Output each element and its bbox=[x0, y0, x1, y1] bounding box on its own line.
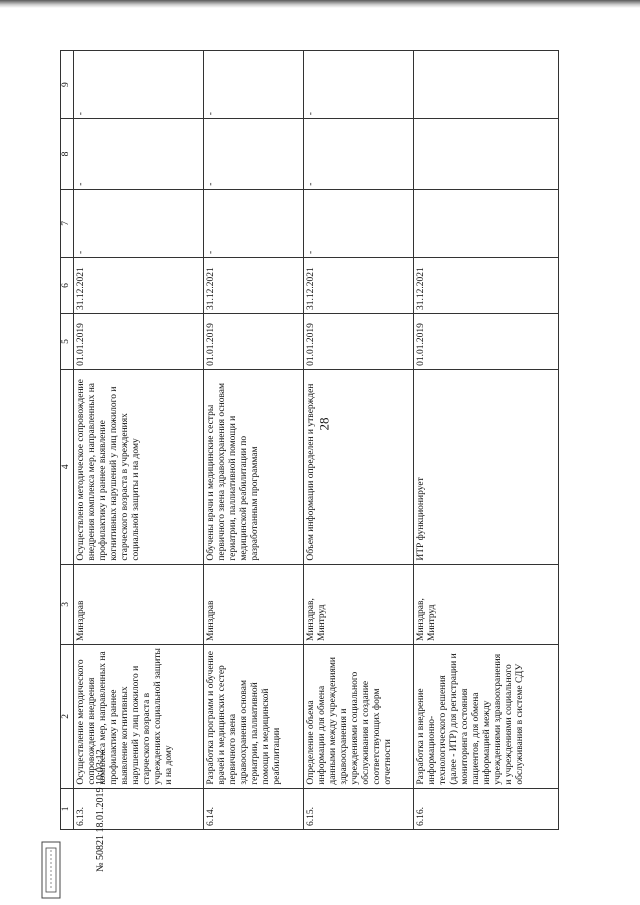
start-date-cell: 01.01.2019 bbox=[74, 313, 204, 369]
table-row bbox=[204, 51, 304, 830]
action-cell: Разработка и внедрение информационно-технологического решения (далее - ИТР) для регистрации и мониторинга состояния пациентов, для обмена информацией между учреждениями здравоохранения и учреждениями социального обслуживания в системе СДУ bbox=[414, 645, 559, 789]
executor-cell: Минздрав, Минтруд bbox=[304, 564, 414, 644]
col-header-7: 7 bbox=[61, 189, 74, 257]
start-date-cell: 01.01.2019 bbox=[414, 313, 559, 369]
executor-cell: Минздрав bbox=[74, 564, 204, 644]
end-date-cell: 31.12.2021 bbox=[304, 257, 414, 313]
start-date-cell: 01.01.2019 bbox=[304, 313, 414, 369]
col9-cell: - bbox=[204, 51, 304, 119]
row-number: 6.16. bbox=[414, 788, 559, 829]
result-cell: Объем информации определен и утвержден bbox=[304, 369, 414, 564]
document-stamp-icon bbox=[40, 840, 62, 900]
col9-cell: - bbox=[74, 51, 204, 119]
action-cell: Разработка программ и обучение врачей и медицинских сестер первичного звена здравоохранения основам гериатрии, паллиативной помощи и медицинской реабилитации bbox=[204, 645, 304, 789]
col-header-1: 1 bbox=[61, 788, 74, 829]
end-date-cell: 31.12.2021 bbox=[74, 257, 204, 313]
result-cell: Обучены врачи и медицинские сестры первичного звена здравоохранения основам гериатрии, паллиативной помощи и медицинской реабилитации по разработанным программам bbox=[204, 369, 304, 564]
col-header-4: 4 bbox=[61, 369, 74, 564]
col-header-3: 3 bbox=[61, 564, 74, 644]
page-number: 28 bbox=[316, 417, 332, 431]
executor-cell: Минздрав, Минтруд bbox=[414, 564, 559, 644]
table-row bbox=[74, 51, 204, 830]
col8-cell bbox=[414, 119, 559, 190]
end-date-cell: 31.12.2021 bbox=[414, 257, 559, 313]
col7-cell bbox=[414, 189, 559, 257]
action-cell: Осуществление методического сопровождения внедрения комплекса мер, направленных на профилактику и раннее выявление когнитивных нарушений у лиц пожилого и старческого возраста в учреждениях социальной защиты и на дому bbox=[74, 645, 204, 789]
scan-top-edge bbox=[0, 0, 640, 8]
col9-cell: - bbox=[304, 51, 414, 119]
row-number: 6.13. bbox=[74, 788, 204, 829]
col7-cell: - bbox=[304, 189, 414, 257]
rotated-table-container bbox=[60, 50, 580, 830]
col-header-5: 5 bbox=[61, 313, 74, 369]
action-cell: Определение объема информации для обмена данными между учреждениями здравоохранения и учреждениями социального обслуживания и создание соответствующих форм отчетности bbox=[304, 645, 414, 789]
col8-cell: - bbox=[304, 119, 414, 190]
table-row bbox=[414, 51, 559, 830]
row-number: 6.14. bbox=[204, 788, 304, 829]
col7-cell: - bbox=[204, 189, 304, 257]
col9-cell bbox=[414, 51, 559, 119]
start-date-cell: 01.01.2019 bbox=[204, 313, 304, 369]
plan-table bbox=[60, 50, 559, 830]
col8-cell: - bbox=[74, 119, 204, 190]
col7-cell: - bbox=[74, 189, 204, 257]
registration-footer: № 50821 18.01.2019 10:03:12 bbox=[95, 749, 106, 872]
col-header-6: 6 bbox=[61, 257, 74, 313]
col-header-9: 9 bbox=[61, 51, 74, 119]
col-header-8: 8 bbox=[61, 119, 74, 190]
result-cell: Осуществлено методическое сопровождение внедрения комплекса мер, направленных на профилактику и раннее выявление когнитивных нарушений у лиц пожилого и старческого возраста в учреждениях социальной защиты и на дому bbox=[74, 369, 204, 564]
end-date-cell: 31.12.2021 bbox=[204, 257, 304, 313]
col-header-2: 2 bbox=[61, 645, 74, 789]
col8-cell: - bbox=[204, 119, 304, 190]
executor-cell: Минздрав bbox=[204, 564, 304, 644]
header-row bbox=[61, 51, 74, 830]
row-number: 6.15. bbox=[304, 788, 414, 829]
table-row bbox=[304, 51, 414, 830]
result-cell: ИТР функционирует bbox=[414, 369, 559, 564]
